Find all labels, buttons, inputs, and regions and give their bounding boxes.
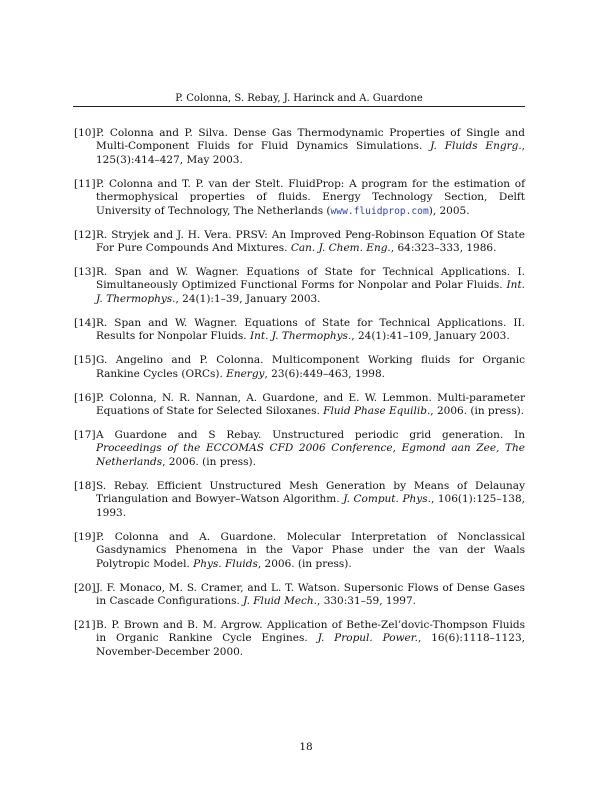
reference-journal-title: Phys. Fluids: [193, 557, 258, 570]
reference-number: [13]: [74, 266, 96, 279]
reference-text-segment: , 125(3):414–427, May 2003.: [96, 140, 526, 166]
reference-item: [74, 392, 525, 419]
header-rule: [73, 106, 525, 107]
reference-text-segment: , 64:323–333, 1986.: [390, 242, 497, 255]
reference-text-segment: R. Stryjek and J. H. Vera. PRSV: An Improved Peng-Robinson Equation Of State For Pure Compounds And Mixtures.: [96, 228, 525, 255]
reference-text-segment: , 16(6):1118–1123, November-December 2000.: [96, 632, 525, 658]
reference-number: [14]: [74, 316, 96, 329]
reference-journal-title: Proceedings of the ECCOMAS CFD 2006 Conference, Egmond aan Zee, The Netherlands: [96, 442, 525, 468]
reference-text-segment: R. Span and W. Wagner. Equations of State for Technical Applications. II. Results for Nonpolar Fluids.: [96, 316, 525, 343]
reference-journal-title: Energy: [226, 367, 265, 380]
reference-text-segment: , 23(6):449–463, 1998.: [264, 367, 385, 380]
reference-item: [74, 266, 525, 306]
reference-text: [96, 354, 525, 381]
reference-number: [11]: [74, 177, 96, 190]
reference-item: [74, 429, 525, 469]
reference-item: [74, 178, 525, 218]
reference-text-segment: J. F. Monaco, M. S. Cramer, and L. T. Watson. Supersonic Flows of Dense Gases in Cascade Configurations.: [96, 581, 525, 607]
reference-text-segment: , 106(1):125–138, 1993.: [96, 493, 525, 519]
reference-url-link[interactable]: www.fluidprop.com: [330, 205, 429, 217]
reference-item: [74, 531, 525, 571]
reference-journal-title: J. Fluids Engrg.: [430, 140, 522, 153]
reference-text-segment: , 2006. (in press).: [257, 557, 352, 570]
reference-text-segment: P. Colonna and P. Silva. Dense Gas Thermodynamic Properties of Single and Multi-Component Fluids for Fluid Dynamics Simulations.: [96, 127, 525, 153]
reference-item: [74, 229, 525, 256]
reference-text: [96, 619, 525, 659]
reference-text-segment: , 330:31–59, 1997.: [317, 594, 416, 607]
reference-number: [17]: [74, 429, 96, 442]
reference-text-segment: , 24(1):41–109, January 2003.: [351, 330, 510, 343]
reference-text-segment: , 2006. (in press).: [430, 405, 525, 418]
reference-number: [12]: [74, 228, 96, 241]
reference-journal-title: Int. J. Thermophys.: [249, 330, 352, 343]
reference-item: [74, 317, 525, 344]
reference-journal-title: J. Fluid Mech.: [243, 594, 318, 607]
reference-text: [96, 531, 525, 571]
running-head: P. Colonna, S. Rebay, J. Harinck and A. Guardone: [175, 93, 423, 104]
reference-item: [74, 480, 525, 520]
reference-number: [18]: [74, 479, 96, 492]
reference-item: [74, 619, 525, 659]
reference-item: [74, 582, 525, 609]
reference-journal-title: Can. J. Chem. Eng.: [290, 242, 391, 255]
reference-item: [74, 127, 525, 167]
reference-text-segment: P. Colonna, N. R. Nannan, A. Guardone, and E. W. Lemmon. Multi-parameter Equations of State for Selected Siloxanes.: [96, 391, 525, 418]
reference-number: [10]: [74, 127, 96, 139]
reference-text: [96, 178, 525, 218]
reference-text-segment: , 24(1):1–39, January 2003.: [175, 292, 321, 305]
reference-text-segment: R. Span and W. Wagner. Equations of State for Technical Applications. I. Simultaneously Optimized Functional Forms for Nonpolar and Polar Fluids.: [96, 266, 525, 292]
reference-text-segment: S. Rebay. Efficient Unstructured Mesh Generation by Means of Delaunay Triangulation and Bowyer–Watson Algorithm.: [96, 479, 525, 506]
reference-text-segment: B. P. Brown and B. M. Argrow. Application of Bethe-Zel’dovic-Thompson Fluids in Organic Rankine Cycle Engines.: [96, 618, 525, 645]
reference-text-segment: G. Angelino and P. Colonna. Multicomponent Working fluids for Organic Rankine Cycles (ORCs).: [96, 354, 525, 380]
page-number: 18: [299, 741, 313, 753]
reference-text-segment: ), 2005.: [428, 204, 470, 217]
reference-text-segment: P. Colonna and T. P. van der Stelt. FluidProp: A program for the estimation of thermophysical properties of fluids. Energy Technology Section, Delft University of Technology, The Netherlands (: [96, 177, 525, 217]
reference-number: [16]: [74, 391, 96, 404]
reference-item: [74, 354, 525, 381]
reference-text: [96, 429, 525, 469]
reference-text: [96, 480, 525, 520]
reference-text: [96, 317, 525, 344]
reference-journal-title: J. Comput. Phys.: [343, 493, 431, 506]
reference-text: [96, 127, 525, 167]
reference-number: [21]: [74, 618, 96, 631]
reference-text-segment: P. Colonna and A. Guardone. Molecular Interpretation of Nonclassical Gasdynamics Phenomena in the Vapor Phase under the van der Waals Polytropic Model.: [96, 530, 525, 570]
reference-journal-title: J. Propul. Power.: [317, 632, 418, 645]
reference-number: [20]: [74, 581, 96, 594]
reference-text: [96, 266, 525, 306]
reference-number: [15]: [74, 354, 96, 367]
reference-journal-title: Fluid Phase Equilib.: [323, 405, 431, 418]
reference-number: [19]: [74, 530, 96, 543]
reference-text: [96, 392, 525, 419]
reference-text-segment: , 2006. (in press).: [162, 455, 256, 468]
reference-list: [74, 127, 525, 670]
reference-text-segment: A Guardone and S Rebay. Unstructured periodic grid generation. In: [96, 429, 525, 442]
reference-text: [96, 582, 525, 609]
reference-journal-title: Int. J. Thermophys.: [96, 279, 525, 305]
reference-text: [96, 229, 525, 256]
